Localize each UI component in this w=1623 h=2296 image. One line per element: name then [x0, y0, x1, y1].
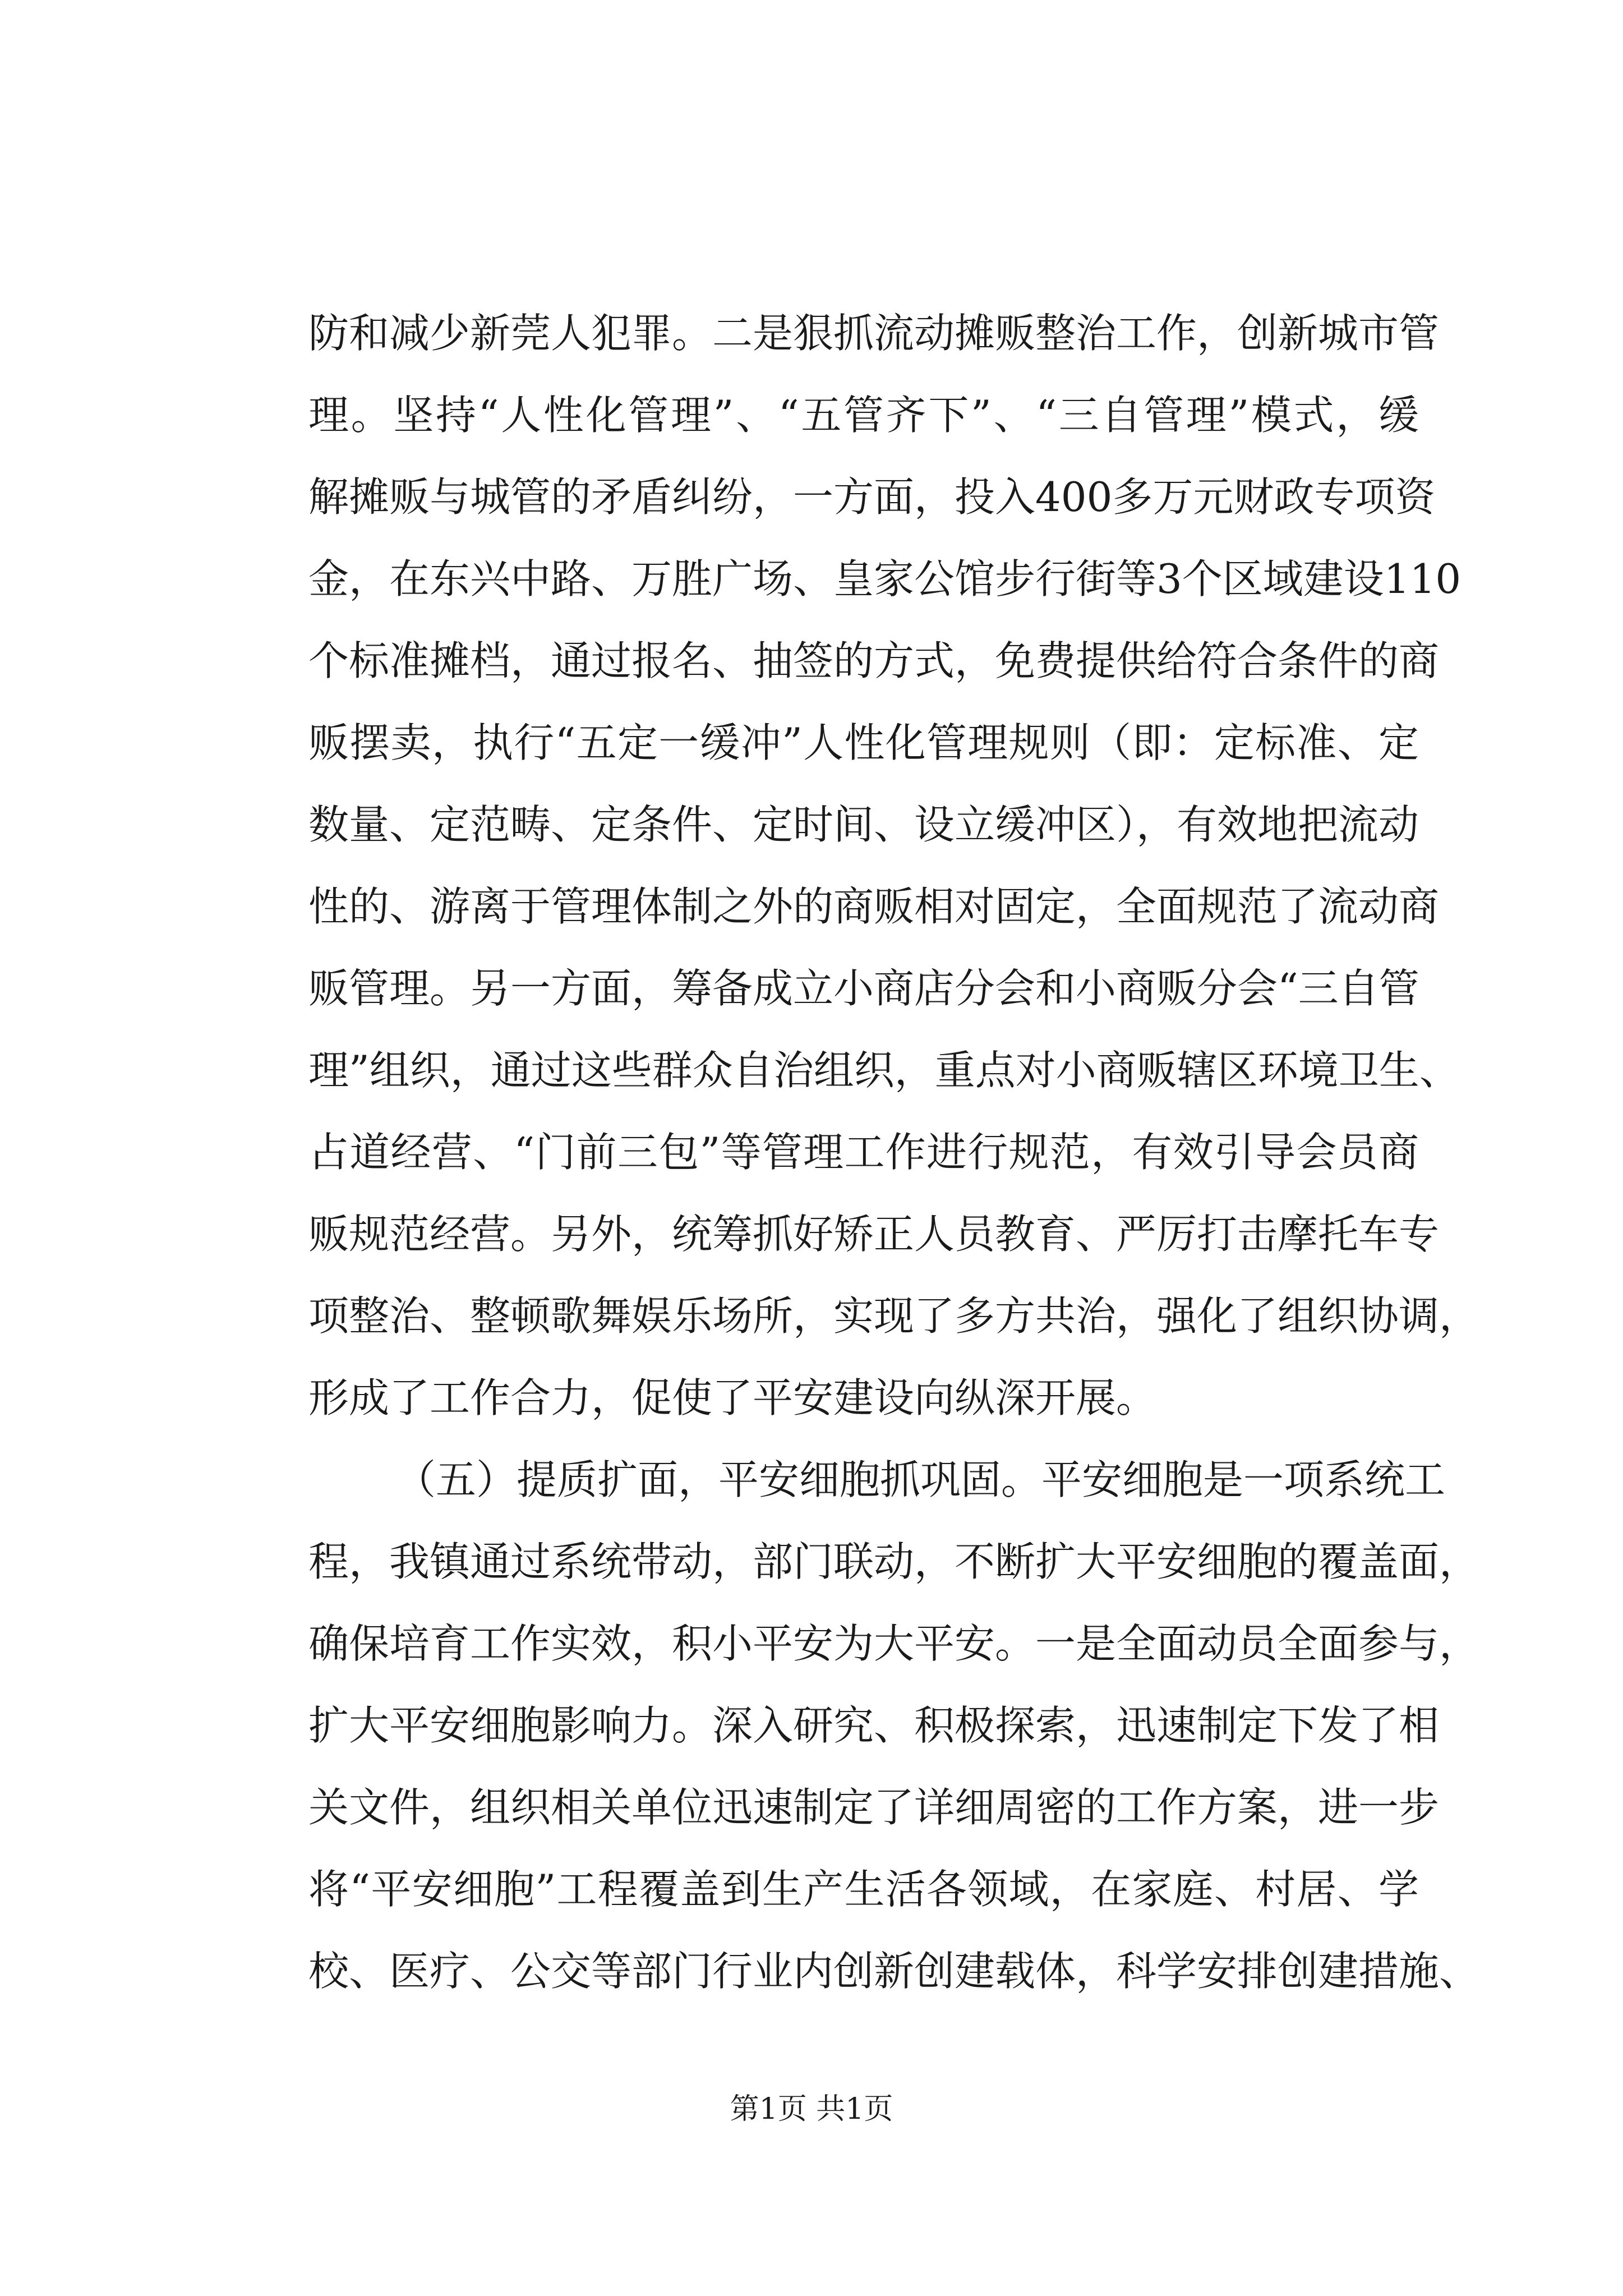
text-line: 扩大平安细胞影响力。深入研究、积极探索，迅速制定下发了相: [308, 1702, 1440, 1749]
text-line: 防和减少新莞人犯罪。二是狠抓流动摊贩整治工作，创新城市管: [308, 310, 1440, 357]
text-line: 形成了工作合力，促使了平安建设向纵深开展。: [308, 1374, 1157, 1421]
text-line: 理。坚持“人性化管理”、“五管齐下”、“三自管理”模式，缓: [308, 392, 1419, 439]
text-line: 理”组织，通过这些群众自治组织，重点对小商贩辖区环境卫生、: [308, 1047, 1460, 1094]
text-line: 贩规范经营。另外，统筹抓好矫正人员教育、严厉打击摩托车专: [308, 1211, 1440, 1258]
text-line: 将“平安细胞”工程覆盖到生产生活各领域，在家庭、村居、学: [308, 1866, 1419, 1913]
text-line: 贩管理。另一方面，筹备成立小商店分会和小商贩分会“三自管: [308, 965, 1419, 1012]
text-line: 项整治、整顿歌舞娱乐场所，实现了多方共治，强化了组织协调，: [308, 1292, 1480, 1340]
text-line: 确保培育工作实效，积小平安为大平安。一是全面动员全面参与，: [308, 1620, 1480, 1667]
text-line: 校、医疗、公交等部门行业内创新创建载体，科学安排创建措施、: [308, 1948, 1480, 1995]
text-line: 性的、游离于管理体制之外的商贩相对固定，全面规范了流动商: [308, 883, 1440, 930]
text-line: 个标准摊档，通过报名、抽签的方式，免费提供给符合条件的商: [308, 637, 1440, 684]
text-line: 关文件，组织相关单位迅速制定了详细周密的工作方案，进一步: [308, 1784, 1440, 1831]
text-line: 贩摆卖，执行“五定一缓冲”人性化管理规则（即：定标准、定: [308, 719, 1419, 766]
text-line: 占道经营、“门前三包”等管理工作进行规范，有效引导会员商: [308, 1129, 1419, 1176]
page-footer: 第1页 共1页: [730, 2092, 893, 2126]
text-line: 数量、定范畴、定条件、定时间、设立缓冲区），有效地把流动: [308, 801, 1419, 848]
section-heading-line: （五）提质扩面，平安细胞抓巩固。平安细胞是一项系统工: [395, 1456, 1446, 1503]
text-line: 解摊贩与城管的矛盾纠纷，一方面，投入400多万元财政专项资: [308, 473, 1436, 521]
text-line: 程，我镇通过系统带动，部门联动，不断扩大平安细胞的覆盖面，: [308, 1538, 1480, 1585]
text-line: 金，在东兴中路、万胜广场、皇家公馆步行街等3个区域建设110: [308, 555, 1461, 602]
